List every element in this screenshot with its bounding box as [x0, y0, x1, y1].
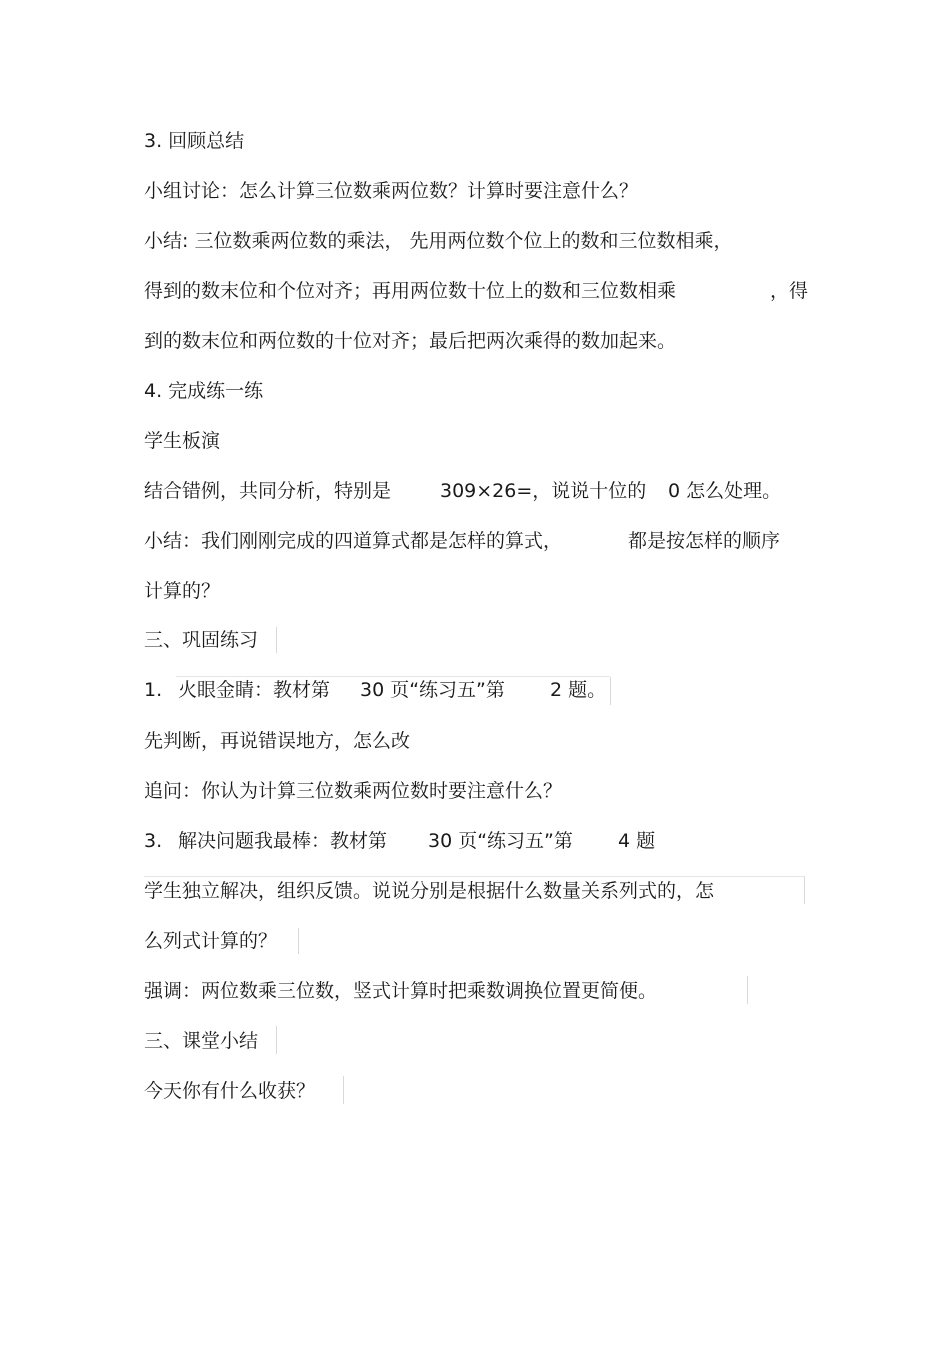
line-text: 今天你有什么收获？ — [144, 1080, 316, 1102]
summary-line-3 — [144, 328, 676, 354]
line-text: 三、课堂小结 — [144, 1030, 259, 1052]
line-text-tail: ，得 — [770, 280, 809, 302]
line-text: 得到的数末位和个位对齐；再用两位数十位上的数和三位数相乘 — [144, 280, 677, 302]
exercise-number: 3. — [144, 830, 163, 852]
line-text: 3. 回顾总结 — [144, 130, 245, 152]
line-text: 小结: 三位数乘两位数的乘法， 先用两位数个位上的数和三位数相乘， — [144, 230, 733, 252]
line-text: 4. 完成练一练 — [144, 380, 264, 402]
table-cell-border — [747, 976, 748, 1004]
section-heading-review — [144, 128, 244, 154]
line-text: 小组讨论：怎么计算三位数乘两位数？计算时要注意什么？ — [144, 180, 639, 202]
takeaway-question-line — [144, 1078, 315, 1104]
section-heading-practice — [144, 378, 263, 404]
table-cell-border — [343, 1076, 344, 1104]
group-discussion-line — [144, 178, 638, 204]
section-heading-consolidation — [144, 627, 258, 653]
line-text: 计算的？ — [144, 580, 221, 602]
line-text-tail: 0 怎么处理。 — [668, 480, 782, 502]
line-text: 强调：两位数乘三位数，竖式计算时把乘数调换位置更简便。 — [144, 980, 658, 1002]
table-cell-border — [276, 627, 277, 653]
emphasis-line — [144, 978, 657, 1004]
line-text-tail: 都是按怎样的顺序 — [628, 530, 781, 552]
line-text: 学生板演 — [144, 430, 221, 452]
line-text-tail: 4 题 — [618, 830, 656, 852]
independent-solve-line-1 — [144, 878, 714, 904]
line-text-page: 30 页“练习五”第 — [360, 679, 505, 701]
summary-question-line-2 — [144, 578, 220, 604]
line-text: 三、巩固练习 — [144, 629, 259, 651]
line-text: 结合错例，共同分析，特别是 — [144, 480, 392, 502]
section-heading-class-summary — [144, 1028, 258, 1054]
table-row-border — [144, 876, 804, 877]
line-text-tail: 2 题。 — [550, 679, 607, 701]
table-cell-border — [804, 876, 805, 904]
table-cell-border — [276, 1026, 277, 1054]
line-text: 火眼金睛：教材第 — [178, 679, 331, 701]
summary-line-1 — [144, 228, 732, 254]
line-text: 到的数末位和两位数的十位对齐；最后把两次乘得的数加起来。 — [144, 330, 677, 352]
line-text-page: 30 页“练习五”第 — [428, 830, 573, 852]
follow-up-question-line — [144, 778, 562, 804]
line-text: 小结：我们刚刚完成的四道算式都是怎样的算式， — [144, 530, 563, 552]
line-text: 学生独立解决，组织反馈。说说分别是根据什么数量关系列式的，怎 — [144, 880, 715, 902]
line-text: 先判断，再说错误地方，怎么改 — [144, 730, 411, 752]
judge-line — [144, 728, 410, 754]
table-cell-border — [610, 677, 611, 705]
line-text: 么列式计算的？ — [144, 930, 278, 952]
independent-solve-line-2 — [144, 928, 277, 954]
table-cell-border — [298, 928, 299, 954]
line-text-formula: 309×26=，说说十位的 — [440, 480, 647, 502]
exercise-number: 1. — [144, 679, 163, 701]
line-text: 追问：你认为计算三位数乘两位数时要注意什么？ — [144, 780, 563, 802]
table-row-border — [176, 676, 610, 677]
line-text: 解决问题我最棒：教材第 — [178, 830, 388, 852]
board-demo-line — [144, 428, 220, 454]
